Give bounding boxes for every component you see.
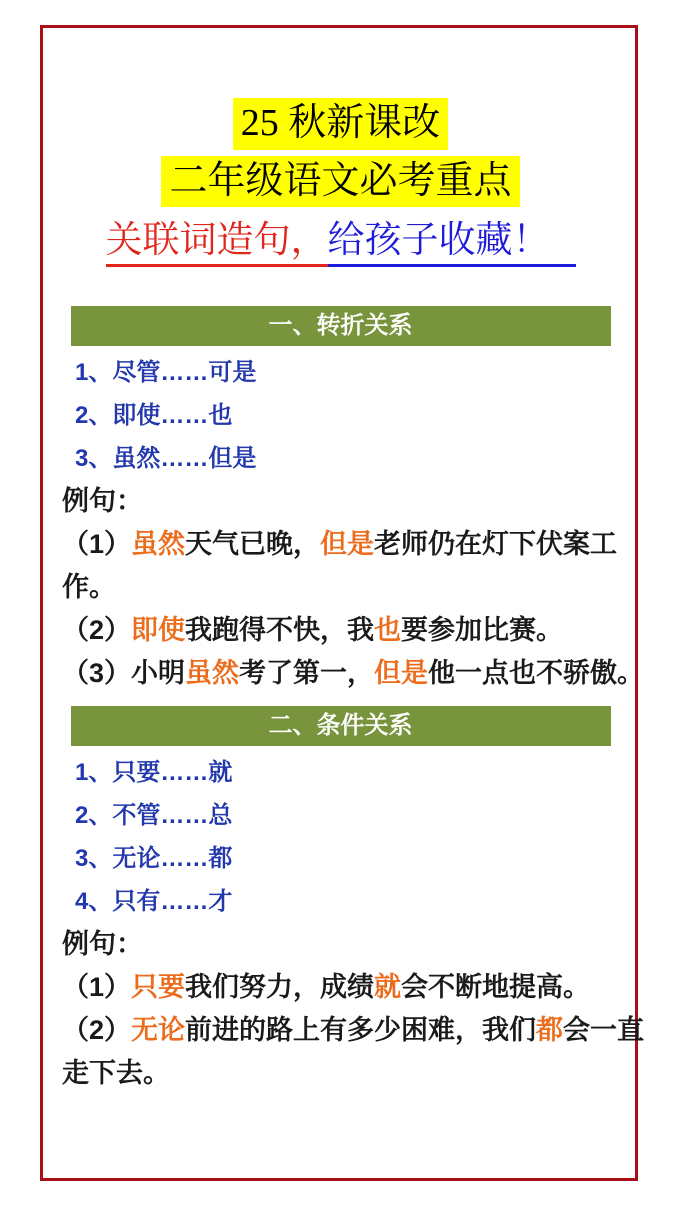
example-sentence (62, 523, 619, 566)
example-text: 老师仍在灯下伏案工 (374, 529, 618, 560)
example-text: （1） (62, 529, 132, 560)
highlighted-word: 虽然 (185, 658, 240, 689)
red-border-frame (40, 25, 645, 1181)
example-sentence-wrap: 作。 (62, 572, 116, 603)
section-tiaojian (62, 706, 645, 1095)
example-sentence (62, 652, 645, 695)
highlighted-word: 虽然 (131, 529, 186, 560)
highlighted-word: 即使 (131, 615, 186, 646)
example-sentence (62, 966, 619, 1009)
example-text: 会不断地提高。 (401, 972, 591, 1003)
example-text: 会一直 (563, 1015, 645, 1046)
example-sentence (62, 1009, 645, 1052)
pair-item: 2、不管……总 (75, 802, 233, 830)
example-sentence-wrap: 走下去。 (62, 1058, 170, 1089)
examples-label: 例句： (62, 486, 143, 517)
section-1-examples (62, 480, 645, 695)
section-1-pair-list (62, 351, 619, 480)
example-text: 他一点也不骄傲。 (428, 658, 645, 689)
highlighted-word: 但是 (320, 529, 375, 560)
example-text: 前进的路上有多少困难，我们 (185, 1015, 537, 1046)
example-text: （2） (62, 1015, 132, 1046)
highlighted-word: 但是 (374, 658, 429, 689)
highlighted-word: 就 (374, 972, 402, 1003)
example-text: （2） (62, 615, 132, 646)
example-text: （3）小明 (62, 658, 186, 689)
page-content (43, 28, 645, 1095)
subtitle (62, 219, 619, 263)
section-2-examples (62, 923, 645, 1095)
highlighted-word: 无论 (131, 1015, 186, 1046)
pair-item: 4、只有……才 (75, 888, 233, 916)
example-text: 我跑得不快，我 (185, 615, 375, 646)
example-text: 考了第一， (239, 658, 375, 689)
title-line-2: 二年级语文必考重点 (161, 156, 519, 208)
examples-label: 例句： (62, 929, 143, 960)
example-text: 要参加比赛。 (401, 615, 564, 646)
section-2-header: 二、条件关系 (71, 706, 611, 746)
example-text: 天气已晚， (185, 529, 321, 560)
example-sentence (62, 609, 619, 652)
subtitle-blue-text: 给孩子收藏！ (328, 220, 576, 267)
example-text: （1） (62, 972, 132, 1003)
title-line-1: 25 秋新课改 (233, 98, 449, 150)
pair-item: 1、只要……就 (75, 759, 233, 787)
highlighted-word: 只要 (131, 972, 186, 1003)
pair-item: 2、即使……也 (75, 402, 233, 430)
pair-item: 3、无论……都 (75, 845, 233, 873)
section-1-header: 一、转折关系 (71, 306, 611, 346)
pair-item: 3、虽然……但是 (75, 445, 257, 473)
highlighted-word: 都 (536, 1015, 564, 1046)
subtitle-red-text: 关联词造句， (106, 220, 328, 267)
pair-item: 1、尽管……可是 (75, 359, 257, 387)
section-zhuanzhe (62, 306, 645, 695)
section-2-pair-list (62, 751, 619, 923)
highlighted-word: 也 (374, 615, 402, 646)
title-block (62, 98, 619, 263)
example-text: 我们努力，成绩 (185, 972, 375, 1003)
